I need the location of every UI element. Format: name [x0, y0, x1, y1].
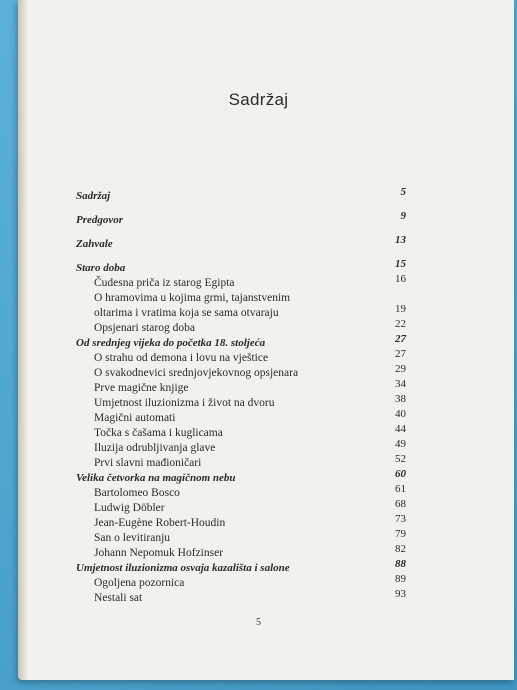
toc-entry-label: San o levitiranju: [94, 532, 171, 544]
toc-entry-page: 52: [395, 453, 406, 465]
toc-entry: [76, 348, 406, 366]
toc-entry: [76, 513, 406, 531]
toc-entry-page: 89: [395, 573, 406, 585]
toc-entry-page: 15: [395, 258, 406, 270]
toc-entry-label: Jean-Eugène Robert-Houdin: [94, 517, 226, 529]
toc-entry-label: Umjetnost iluzionizma osvaja kazališta i salone: [76, 562, 290, 574]
toc-entry-page: 19: [395, 303, 406, 315]
toc-entry-label: Točka s čašama i kuglicama: [94, 427, 223, 439]
toc-entry: [76, 573, 406, 591]
toc-section-entry: [76, 333, 406, 351]
toc-entry-label: Predgovor: [76, 214, 124, 226]
toc-entry: [76, 588, 406, 606]
toc-entry-page: 79: [395, 528, 406, 540]
toc-entry-page: 82: [395, 543, 406, 555]
toc-spacer: [76, 252, 406, 261]
toc-entry-label: Opsjenari starog doba: [94, 322, 195, 334]
toc-entry-label: Nestali sat: [94, 592, 143, 604]
toc-entry-page: 73: [395, 513, 406, 525]
toc-entry-page: 88: [395, 558, 406, 570]
toc-entry-label: Velika četvorka na magičnom nebu: [76, 472, 236, 484]
toc-section-entry: [76, 258, 406, 276]
toc-entry-page: 27: [395, 333, 406, 345]
toc-entry-page: 44: [395, 423, 406, 435]
toc-entry-label: Iluzija odrubljivanja glave: [94, 442, 216, 454]
toc-entry-page: 49: [395, 438, 406, 450]
toc-entry: [76, 363, 406, 381]
page-number: 5: [256, 617, 261, 628]
toc-entry-page: 40: [395, 408, 406, 420]
toc-entry-page: 68: [395, 498, 406, 510]
toc-entry-label: Magični automati: [94, 412, 176, 424]
toc-entry-label: Sadržaj: [76, 190, 111, 202]
toc-entry-label: Bartolomeo Bosco: [94, 487, 180, 499]
toc-entry: [76, 453, 406, 471]
toc-entry-page: 13: [395, 234, 406, 246]
toc-entry: [76, 528, 406, 546]
toc-entry-page: 93: [395, 588, 406, 600]
toc-entry-label: Ludwig Döbler: [94, 502, 165, 514]
toc-entry-label: Zahvale: [76, 238, 113, 250]
table-of-contents: [76, 186, 406, 606]
toc-entry-label: Čudesna priča iz starog Egipta: [94, 277, 235, 289]
toc-entry-label: Ogoljena pozornica: [94, 577, 185, 589]
toc-entry-page: 9: [400, 210, 406, 222]
toc-entry: [76, 393, 406, 411]
toc-entry: [76, 498, 406, 516]
toc-entry-label: oltarima i vratima koja se sama otvaraju: [94, 307, 279, 319]
toc-entry: [76, 273, 406, 291]
page-title: Sadržaj: [228, 90, 289, 109]
toc-entry-label: O svakodnevici srednjovjekovnog opsjenara: [94, 367, 299, 379]
toc-entry: [76, 303, 406, 321]
toc-entry: [76, 438, 406, 456]
toc-entry-page: 22: [395, 318, 406, 330]
toc-entry-page: 5: [400, 186, 406, 198]
toc-section-entry: [76, 468, 406, 486]
toc-entry-page: 29: [395, 363, 406, 375]
toc-entry: [76, 318, 406, 336]
toc-entry-label: Prvi slavni mađioničari: [94, 457, 202, 469]
toc-section-entry: [76, 558, 406, 576]
toc-entry: [76, 408, 406, 426]
toc-entry-label: O hramovima u kojima grmi, tajanstvenim: [94, 292, 291, 304]
toc-entry-label: Staro doba: [76, 262, 126, 274]
toc-entry-page: 16: [395, 273, 406, 285]
toc-entry-page: 38: [395, 393, 406, 405]
toc-entry-page: 34: [395, 378, 406, 390]
toc-entry-label: Prve magične knjige: [94, 382, 189, 394]
toc-entry: [76, 483, 406, 501]
toc-section-entry: [76, 210, 406, 228]
toc-entry: [76, 423, 406, 441]
toc-spacer: [76, 204, 406, 213]
toc-entry-page: 27: [395, 348, 406, 360]
toc-entry-page: 60: [395, 468, 406, 480]
toc-entry-page: 61: [395, 483, 406, 495]
toc-section-entry: [76, 234, 406, 252]
toc-spacer: [76, 228, 406, 237]
toc-entry-label: O strahu od demona i lovu na vještice: [94, 352, 269, 364]
toc-entry-label: Od srednjeg vijeka do početka 18. stoljeća: [76, 337, 266, 349]
toc-entry: [76, 291, 406, 306]
toc-entry-label: Johann Nepomuk Hofzinser: [94, 547, 224, 559]
toc-entry-label: Umjetnost iluzionizma i život na dvoru: [94, 397, 275, 409]
toc-entry: [76, 378, 406, 396]
toc-section-entry: [76, 186, 406, 204]
toc-entry: [76, 543, 406, 561]
